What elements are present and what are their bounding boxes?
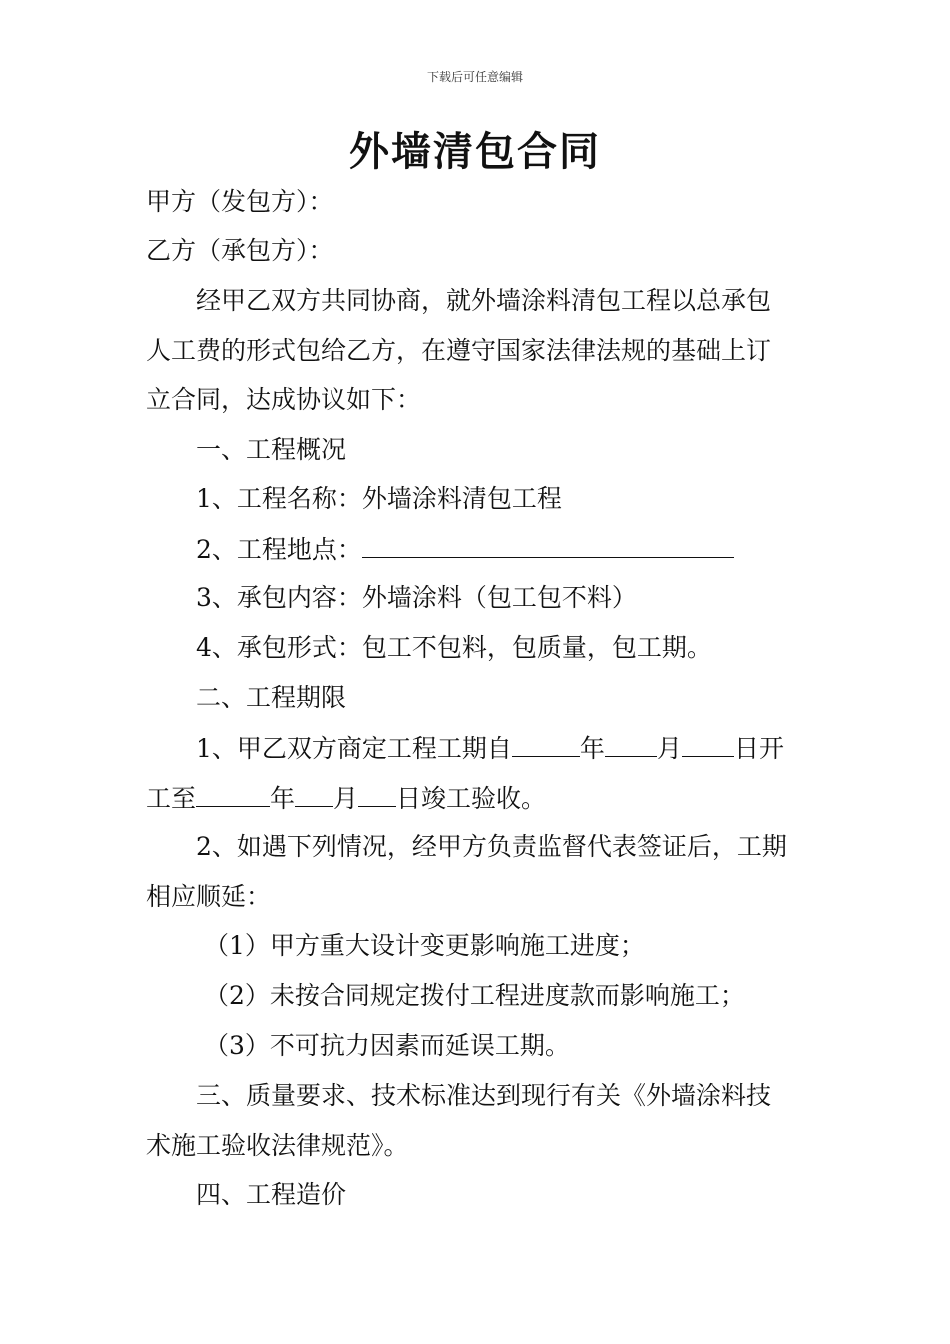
section2-item2-line2: 相应顺延： [146,882,272,911]
start-day-label: 日开 [733,734,784,763]
intro-line-3: 立合同，达成协议如下： [146,385,422,414]
location-label: 2、工程地点： [196,535,362,564]
section1-item3: 3、承包内容：外墙涂料（包工包不料） [196,583,637,612]
header-note: 下载后可任意编辑 [426,70,523,84]
section3-line1: 三、质量要求、技术标准达到现行有关《外墙涂料技 [196,1081,772,1110]
location-blank-field[interactable] [362,531,734,558]
end-day-label: 日竣工验收。 [396,784,547,813]
start-year-label: 年 [579,734,605,763]
intro-line-1: 经甲乙双方共同协商，就外墙涂料清包工程以总承包 [196,286,772,315]
intro-line-2: 人工费的形式包给乙方，在遵守国家法律法规的基础上订 [146,336,772,365]
period-prefix: 1、甲乙双方商定工程工期自 [196,734,512,763]
end-month-label: 月 [333,784,359,813]
section1-item2 [196,531,866,568]
end-month-blank[interactable] [295,780,333,807]
section3-line2: 术施工验收法律规范》。 [146,1131,409,1160]
case-3: （3）不可抗力因素而延误工期。 [204,1031,570,1060]
document-title: 外墙清包合同 [349,128,601,175]
end-year-label: 年 [270,784,296,813]
section1-heading: 一、工程概况 [196,435,347,464]
start-month-blank[interactable] [605,730,657,757]
period-line-1 [196,730,866,767]
section1-item1: 1、工程名称：外墙涂料清包工程 [196,484,562,513]
period-line2-prefix: 工至 [146,784,197,813]
start-year-blank[interactable] [512,730,580,757]
start-month-label: 月 [656,734,682,763]
section4-heading: 四、工程造价 [196,1180,347,1209]
section1-item4: 4、承包形式：包工不包料，包质量，包工期。 [196,633,712,662]
end-day-blank[interactable] [358,780,396,807]
section2-item2-line1: 2、如遇下列情况，经甲方负责监督代表签证后，工期 [196,832,787,861]
party-a-line: 甲方（发包方）： [146,187,334,216]
period-line-2 [146,780,816,817]
party-b-line: 乙方（承包方）： [146,236,334,265]
case-1: （1）甲方重大设计变更影响施工进度； [204,931,645,960]
section2-heading: 二、工程期限 [196,683,347,712]
case-2: （2）未按合同规定拨付工程进度款而影响施工； [204,981,745,1010]
start-day-blank[interactable] [682,730,734,757]
end-year-blank[interactable] [196,780,270,807]
